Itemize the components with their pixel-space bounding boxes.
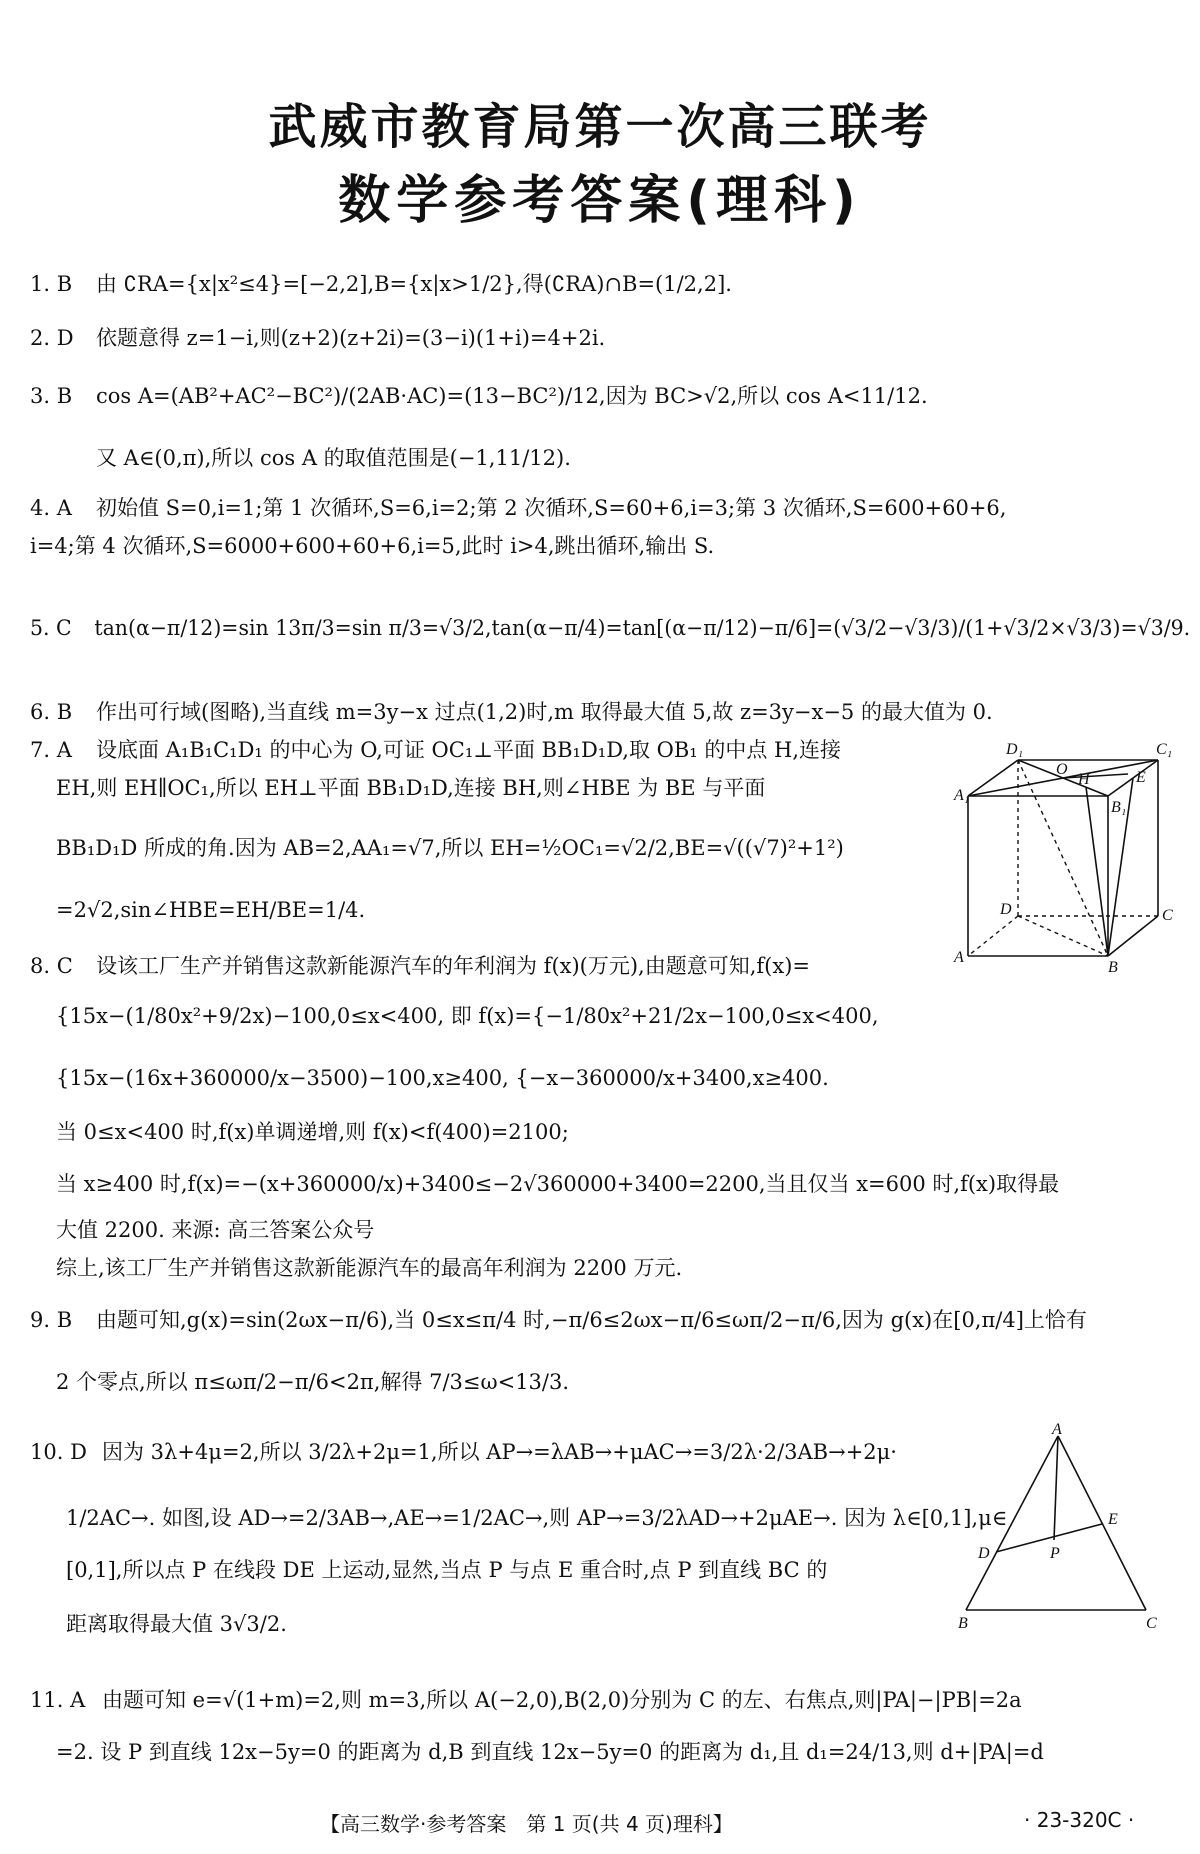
answer-number: 1. B (30, 272, 73, 296)
answer-text: 由题可知,g(x)=sin(2ωx−π/6),当 0≤x≤π/4 时,−π/6≤2ωx−π/6≤ωπ/2−π/6,因为 g(x)在[0,π/4]上恰有 (96, 1308, 1087, 1332)
answer-8-cont: 综上,该工厂生产并销售这款新能源汽车的最高年利润为 2200 万元. (56, 1256, 683, 1280)
answer-number: 3. B (30, 384, 73, 408)
answer-10 (30, 1440, 897, 1465)
triangle-label: B (958, 1615, 968, 1632)
answer-number: 4. A (30, 496, 72, 520)
answer-7 (30, 738, 841, 763)
answer-number: 11. A (30, 1688, 86, 1712)
answer-9 (30, 1308, 1087, 1333)
answer-10-cont: 1/2AC→. 如图,设 AD→=2/3AB→,AE→=1/2AC→,则 AP→=3/2λAD→+2μAE→. 因为 λ∈[0,1],μ∈ (66, 1506, 1008, 1530)
answer-number: 2. D (30, 326, 74, 350)
answer-6 (30, 700, 993, 725)
page-footer: 【高三数学·参考答案 第 1 页(共 4 页)理科】 (320, 1812, 733, 1836)
answer-text: 因为 3λ+4μ=2,所以 3/2λ+2μ=1,所以 AP→=λAB→+μAC→=3/2λ·2/3AB→+2μ· (102, 1440, 897, 1464)
answer-10-cont: [0,1],所以点 P 在线段 DE 上运动,显然,当点 P 与点 E 重合时,点 P 到直线 BC 的 (66, 1558, 828, 1582)
answer-4-cont: i=4;第 4 次循环,S=6000+600+60+6,i=5,此时 i>4,跳出循环,输出 S. (30, 534, 715, 558)
answer-number: 8. C (30, 954, 73, 978)
triangle-figure (950, 1422, 1170, 1632)
answer-text: cos A=(AB²+AC²−BC²)/(2AB·AC)=(13−BC²)/12,因为 BC>√2,所以 cos A<11/12. (96, 384, 928, 408)
answer-text: tan(α−π/12)=sin 13π/3=sin π/3=√3/2,tan(α−π/4)=tan[(α−π/12)−π/6]=(√3/2−√3/3)/(1+√3/2×√3/3)=√3/9. (94, 616, 1191, 640)
cube-label: A₁ (954, 787, 970, 804)
answer-text: 由题可知 e=√(1+m)=2,则 m=3,所以 A(−2,0),B(2,0)分别为 C 的左、右焦点,则|PA|−|PB|=2a (102, 1688, 1022, 1712)
answer-number: 5. C (30, 616, 72, 640)
answer-2 (30, 326, 605, 351)
cube-label: B (1108, 959, 1118, 976)
cube-label: C₁ (1156, 741, 1173, 758)
answer-text: 初始值 S=0,i=1;第 1 次循环,S=6,i=2;第 2 次循环,S=60+6,i=3;第 3 次循环,S=600+60+6, (96, 496, 1007, 520)
answer-9-cont: 2 个零点,所以 π≤ωπ/2−π/6<2π,解得 7/3≤ω<13/3. (56, 1370, 570, 1394)
cube-label: E (1136, 769, 1146, 786)
answer-3 (30, 384, 928, 409)
answer-8-cont: 大值 2200. 来源: 高三答案公众号 (56, 1218, 375, 1242)
cube-label: H (1078, 771, 1090, 788)
document-code: · 23-320C · (1024, 1808, 1135, 1832)
triangle-label: E (1108, 1511, 1118, 1528)
answer-1 (30, 272, 732, 297)
answer-text: 设该工厂生产并销售这款新能源汽车的年利润为 f(x)(万元),由题意可知,f(x)= (96, 954, 811, 978)
answer-number: 10. D (30, 1440, 87, 1464)
answer-8-cont: {15x−(1/80x²+9/2x)−100,0≤x<400, 即 f(x)={−1/80x²+21/2x−100,0≤x<400, (56, 1004, 879, 1028)
answer-text: 作出可行域(图略),当直线 m=3y−x 过点(1,2)时,m 取得最大值 5,故 z=3y−x−5 的最大值为 0. (96, 700, 993, 724)
page-subtitle: 数学参考答案(理科) (338, 171, 862, 231)
answer-text: 由 ∁RA={x|x²≤4}=[−2,2],B={x|x>1/2},得(∁RA)∩B=(1/2,2]. (96, 272, 732, 296)
answer-8 (30, 954, 810, 979)
answer-number: 6. B (30, 700, 73, 724)
answer-4 (30, 496, 1006, 521)
cube-label: D (1000, 901, 1012, 918)
answer-number: 9. B (30, 1308, 73, 1332)
triangle-label: D (978, 1545, 990, 1562)
answer-7-cont: BB₁D₁D 所成的角.因为 AB=2,AA₁=√7,所以 EH=½OC₁=√2/2,BE=√((√7)²+1²) (56, 836, 844, 860)
cube-label: O (1056, 761, 1068, 778)
cube-label: C (1162, 907, 1173, 924)
answer-7-cont: =2√2,sin∠HBE=EH/BE=1/4. (56, 898, 366, 922)
answer-11-cont: =2. 设 P 到直线 12x−5y=0 的距离为 d,B 到直线 12x−5y=0 的距离为 d₁,且 d₁=24/13,则 d+|PA|=d (56, 1740, 1044, 1764)
answer-11 (30, 1688, 1022, 1713)
answer-number: 7. A (30, 738, 72, 762)
answer-8-cont: 当 0≤x<400 时,f(x)单调递增,则 f(x)<f(400)=2100; (56, 1120, 569, 1144)
triangle-label: A (1052, 1421, 1062, 1438)
page-title: 武威市教育局第一次高三联考 (268, 99, 932, 155)
cube-figure (954, 736, 1173, 976)
cube-label: B₁ (1111, 799, 1127, 816)
triangle-label: P (1050, 1545, 1060, 1562)
cube-label: D₁ (1006, 741, 1024, 758)
answer-text: 设底面 A₁B₁C₁D₁ 的中心为 O,可证 OC₁⊥平面 BB₁D₁D,取 OB₁ 的中点 H,连接 (96, 738, 842, 762)
answer-10-cont: 距离取得最大值 3√3/2. (66, 1612, 287, 1636)
triangle-label: C (1146, 1615, 1157, 1632)
answer-8-cont: {15x−(16x+360000/x−3500)−100,x≥400, {−x−360000/x+3400,x≥400. (56, 1066, 829, 1090)
answer-5 (30, 616, 1190, 641)
answer-3-cont: 又 A∈(0,π),所以 cos A 的取值范围是(−1,11/12). (96, 446, 571, 470)
answer-8-cont: 当 x≥400 时,f(x)=−(x+360000/x)+3400≤−2√360000+3400=2200,当且仅当 x=600 时,f(x)取得最 (56, 1172, 1060, 1196)
answer-text: 依题意得 z=1−i,则(z+2)(z+2i)=(3−i)(1+i)=4+2i. (96, 326, 606, 350)
answer-7-cont: EH,则 EH∥OC₁,所以 EH⊥平面 BB₁D₁D,连接 BH,则∠HBE 为 BE 与平面 (56, 776, 766, 800)
cube-label: A (954, 949, 964, 966)
